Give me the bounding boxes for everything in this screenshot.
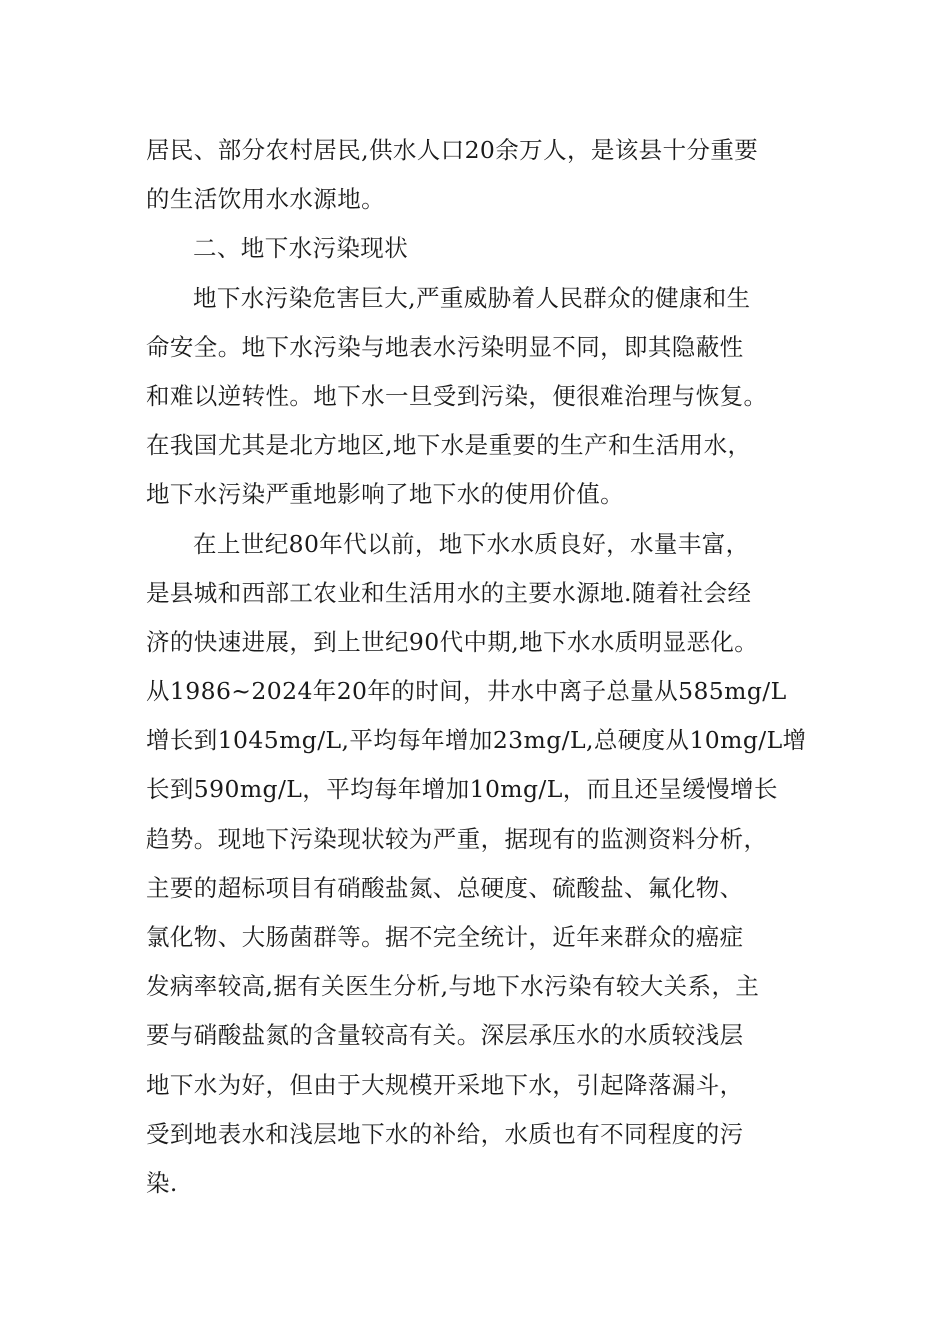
text-line: 氯化物、大肠菌群等。据不完全统计，近年来群众的癌症 [146,923,744,951]
text-line: 地下水污染严重地影响了地下水的使用价值。 [146,480,624,509]
text-line: 在我国尤其是北方地区,地下水是重要的生产和生活用水， [146,431,752,460]
text-line: 地下水污染危害巨大,严重威胁着人民群众的健康和生 [193,283,751,312]
text-line: 染. [146,1168,178,1197]
text-line: 是县城和西部工农业和生活用水的主要水源地.随着社会经 [146,578,752,607]
text-line: 趋势。现地下污染现状较为严重，据现有的监测资料分析， [146,824,768,853]
text-line: 要与硝酸盐氮的含量较高有关。深层承压水的水质较浅层 [146,1021,744,1050]
text-line: 从1986~2024年20年的时间，井水中离子总量从585mg/L [146,677,787,706]
text-line: 和难以逆转性。地下水一旦受到污染，便很难治理与恢复。 [146,381,768,410]
section-heading: 二、地下水污染现状 [193,234,409,263]
text-line: 长到590mg/L，平均每年增加10mg/L，而且还呈缓慢增长 [146,775,778,804]
text-line: 地下水为好，但由于大规模开采地下水，引起降落漏斗， [146,1070,744,1099]
text-line: 发病率较高,据有关医生分析,与地下水污染有较大关系，主 [146,972,760,1001]
text-line: 的生活饮用水水源地。 [146,185,385,214]
text-line: 居民、部分农村居民,供水人口20余万人，是该县十分重要 [146,136,759,164]
text-line: 命安全。地下水污染与地表水污染明显不同，即其隐蔽性 [146,332,744,361]
text-line: 增长到1045mg/L,平均每年增加23mg/L,总硬度从10mg/L增 [146,726,807,755]
body-text [146,126,806,1208]
text-line: 主要的超标项目有硝酸盐氮、总硬度、硫酸盐、氟化物、 [146,873,744,902]
text-line: 在上世纪80年代以前，地下水水质良好，水量丰富， [193,529,750,558]
text-line: 受到地表水和浅层地下水的补给，水质也有不同程度的污 [146,1119,744,1148]
text-line: 济的快速进展，到上世纪90代中期,地下水水质明显恶化。 [146,627,759,656]
